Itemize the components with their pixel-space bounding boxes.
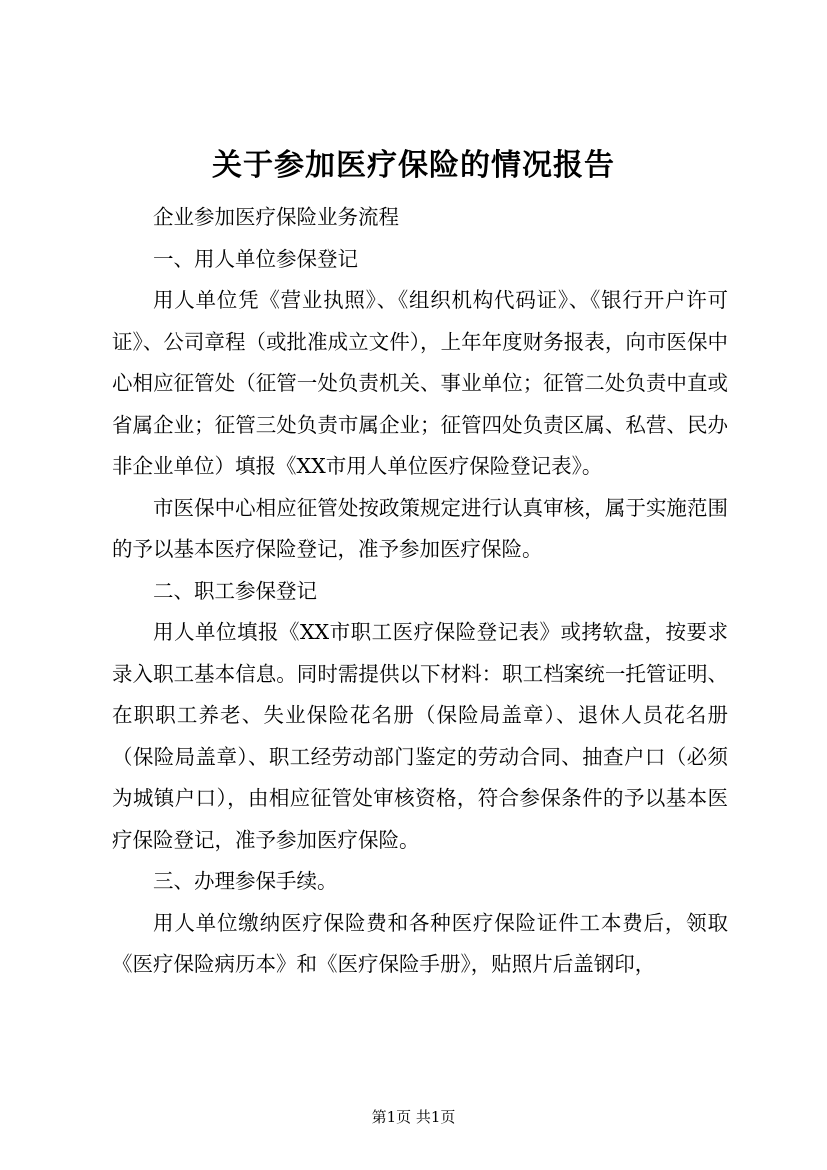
section-heading-1: 一、用人单位参保登记 — [153, 246, 358, 271]
section-heading-2: 二、职工参保登记 — [153, 578, 317, 603]
section-heading-3: 三、办理参保手续。 — [153, 869, 338, 893]
document-body — [112, 197, 728, 986]
paragraph-subtitle: 企业参加医疗保险业务流程 — [153, 205, 399, 229]
document-title: 关于参加医疗保险的情况报告 — [212, 148, 615, 183]
paragraph: 用人单位缴纳医疗保险费和各种医疗保险证件工本费后，领取《医疗保险病历本》和《医疗保险手册》，贴照片后盖钢印， — [112, 910, 728, 976]
paragraph: 市医保中心相应征管处按政策规定进行认真审核，属于实施范围的予以基本医疗保险登记，准予参加医疗保险。 — [112, 495, 728, 561]
page-footer: 第1页 共1页 — [371, 1108, 456, 1126]
paragraph: 用人单位填报《XX市职工医疗保险登记表》或拷软盘，按要求录入职工基本信息。同时需提供以下材料：职工档案统一托管证明、在职职工养老、失业保险花名册（保险局盖章）、退休人员花名册（保险局盖章）、职工经劳动部门鉴定的劳动合同、抽查户口（必须为城镇户口），由相应征管处审核资格，符合参保条件的予以基本医疗保险登记，准予参加医疗保险。 — [112, 620, 728, 852]
paragraph: 用人单位凭《营业执照》、《组织机构代码证》、《银行开户许可证》、公司章程（或批准成立文件），上年年度财务报表，向市医保中心相应征管处（征管一处负责机关、事业单位；征管二处负责中直或省属企业；征管三处负责市属企业；征管四处负责区属、私营、民办非企业单位）填报《XX市用人单位医疗保险登记表》。 — [112, 288, 728, 478]
